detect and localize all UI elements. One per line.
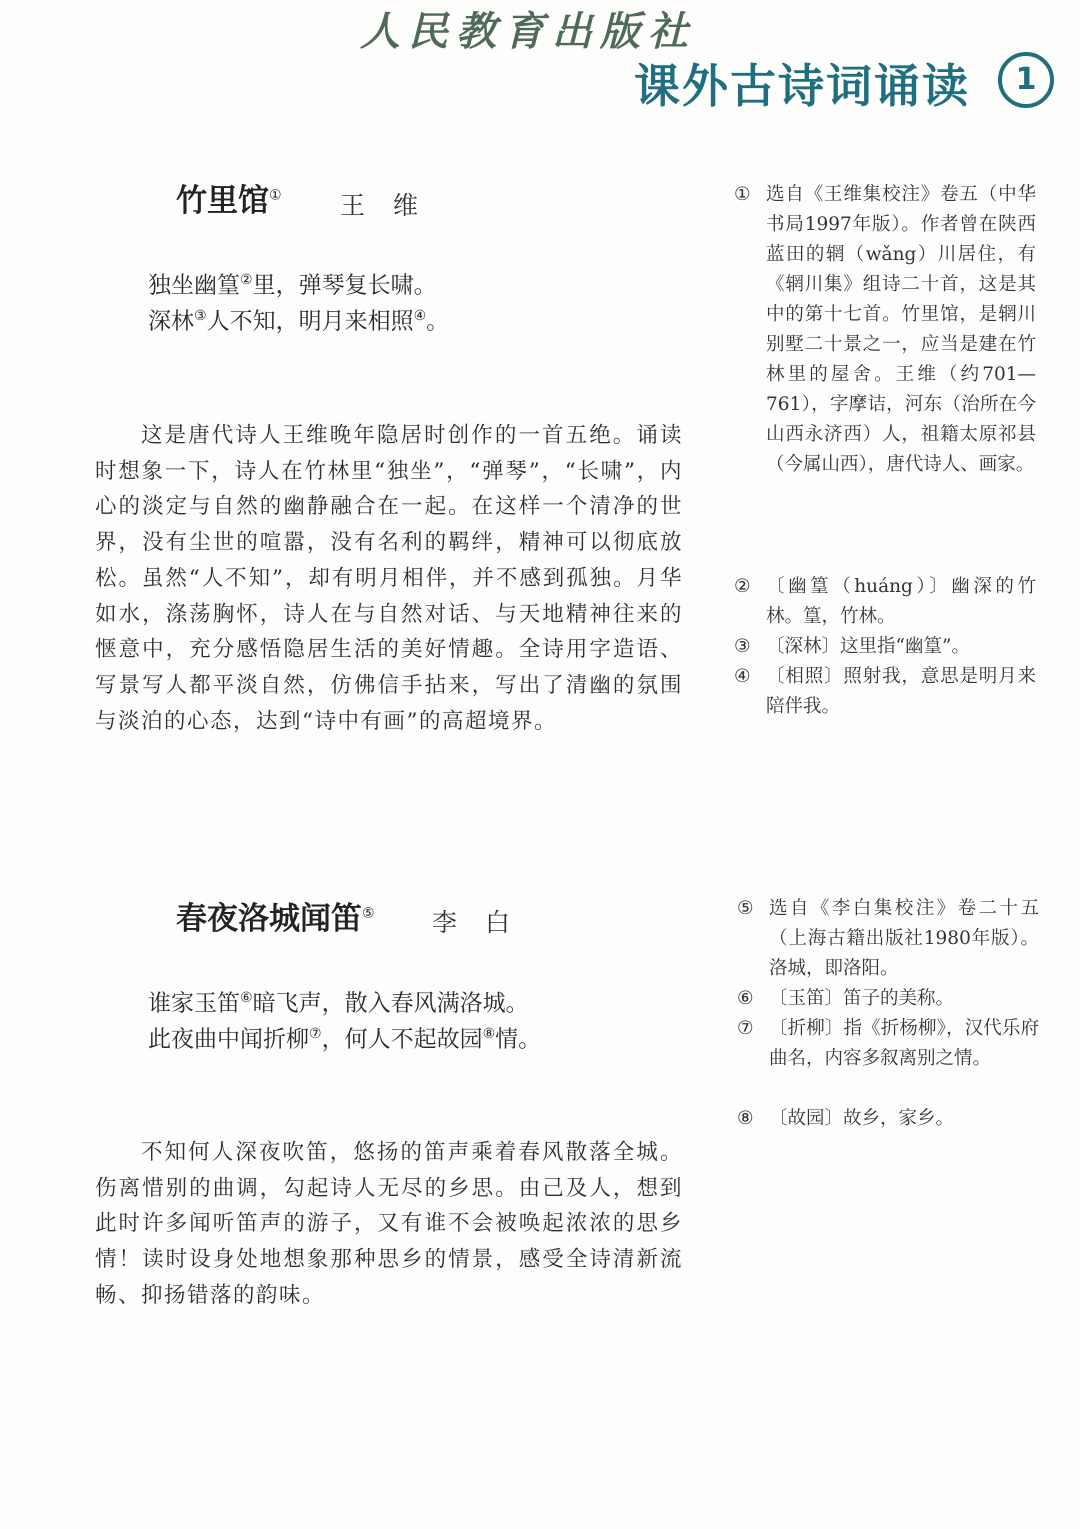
footnote-text: 〔深林〕这里指“幽篁”。	[766, 636, 970, 657]
poem-title	[176, 893, 375, 938]
footnote-text: 选自《李白集校注》卷二十五（上海古籍出版社1980年版）。洛城，即洛阳。	[769, 898, 1039, 979]
footnote-mark: ④	[413, 308, 427, 324]
footnote-number: ①	[734, 184, 751, 205]
line-text: ，何人不起故园	[321, 1026, 483, 1053]
line-text: 独坐幽篁	[148, 272, 240, 299]
footnote-number: ⑧	[737, 1108, 754, 1129]
line-text: 深林	[148, 308, 194, 335]
footnote-mark: ②	[240, 272, 253, 288]
footnote-text: 〔玉笛〕笛子的美称。	[769, 988, 955, 1009]
footnote	[737, 894, 1039, 984]
footnote-text: 选自《王维集校注》卷五（中华书局1997年版）。作者曾在陕西蓝田的辋（wǎng）川居住，有《辋川集》组诗二十首，这是其中的第十七首。竹里馆，是辋川别墅二十景之一，应当是建在竹林里的屋舍。王维（约701—761），字摩诘，河东（治所在今山西永济西）人，祖籍太原祁县（今属山西），唐代诗人、画家。	[766, 184, 1036, 475]
poem-commentary: 不知何人深夜吹笛，悠扬的笛声乘着春风散落全城。伤离惜别的曲调，勾起诗人无尽的乡思。由己及人，想到此时许多闻听笛声的游子，又有谁不会被唤起浓浓的思乡情！读时设身处地想象那种思乡的情景，感受全诗清新流畅、抑扬错落的韵味。	[95, 1140, 683, 1308]
footnote	[737, 984, 1039, 1014]
line-text: 情。	[495, 1026, 542, 1053]
footnote-number: ⑤	[737, 898, 754, 919]
footnote-mark: ③	[194, 308, 207, 324]
footnote	[734, 632, 1036, 662]
footnote-text: 〔相照〕照射我，意思是明月来陪伴我。	[766, 666, 1036, 717]
footnote	[737, 1014, 1039, 1074]
footnote	[734, 662, 1036, 722]
footnote-mark: ⑧	[482, 1026, 496, 1042]
poem-line	[148, 298, 449, 340]
footnote-mark: ⑥	[240, 990, 253, 1006]
publisher-watermark: 人民教育出版社	[360, 8, 696, 55]
footnote	[734, 180, 1036, 480]
line-text: 。	[426, 308, 450, 335]
footnote-mark: ①	[269, 187, 282, 204]
poem-author: 王维	[340, 191, 447, 220]
footnote-number: ②	[734, 576, 751, 597]
poem-title-text: 春夜洛城闻笛	[176, 901, 362, 937]
line-text: 里，弹琴复长啸。	[252, 272, 437, 299]
footnote-text: 〔幽篁（huáng）〕幽深的竹林。篁，竹林。	[766, 576, 1036, 627]
footnote-number: ⑥	[737, 988, 754, 1009]
footnote-mark: ⑦	[309, 1026, 322, 1042]
poem-commentary: 这是唐代诗人王维晚年隐居时创作的一首五绝。诵读时想象一下，诗人在竹林里“独坐”，“弹琴”，“长啸”，内心的淡定与自然的幽静融合在一起。在这样一个清净的世界，没有尘世的喧嚣，没有名利的羁绊，精神可以彻底放松。虽然“人不知”，却有明月相伴，并不感到孤独。月华如水，涤荡胸怀，诗人在与自然对话、与天地精神往来的惬意中，充分感悟隐居生活的美好情趣。全诗用字造语、写景写人都平淡自然，仿佛信手拈来，写出了清幽的氛围与淡泊的心态，达到“诗中有画”的高超境界。	[95, 423, 683, 734]
poem-title-text: 竹里馆	[176, 183, 269, 219]
footnote-number: ③	[734, 636, 751, 657]
footnote-text: 〔折柳〕指《折杨柳》，汉代乐府曲名，内容多叙离别之情。	[769, 1018, 1039, 1069]
footnote-number: ⑦	[737, 1018, 754, 1039]
line-text: 谁家玉笛	[148, 990, 240, 1017]
footnote-mark: ⑤	[362, 905, 375, 922]
section-title: 课外古诗词诵读	[634, 59, 970, 113]
footnote	[737, 1104, 1039, 1134]
section-badge: 1	[998, 52, 1054, 108]
line-text: 暗飞声，散入春风满洛城。	[252, 990, 529, 1017]
line-text: 人不知，明月来相照	[206, 308, 414, 335]
poem-title	[176, 175, 282, 220]
poem-line	[148, 1016, 541, 1058]
line-text: 此夜曲中闻折柳	[148, 1026, 309, 1053]
footnote	[734, 572, 1036, 632]
footnote-number: ④	[734, 666, 751, 687]
footnote-text: 〔故园〕故乡，家乡。	[769, 1108, 955, 1129]
poem-author: 李白	[432, 908, 539, 937]
